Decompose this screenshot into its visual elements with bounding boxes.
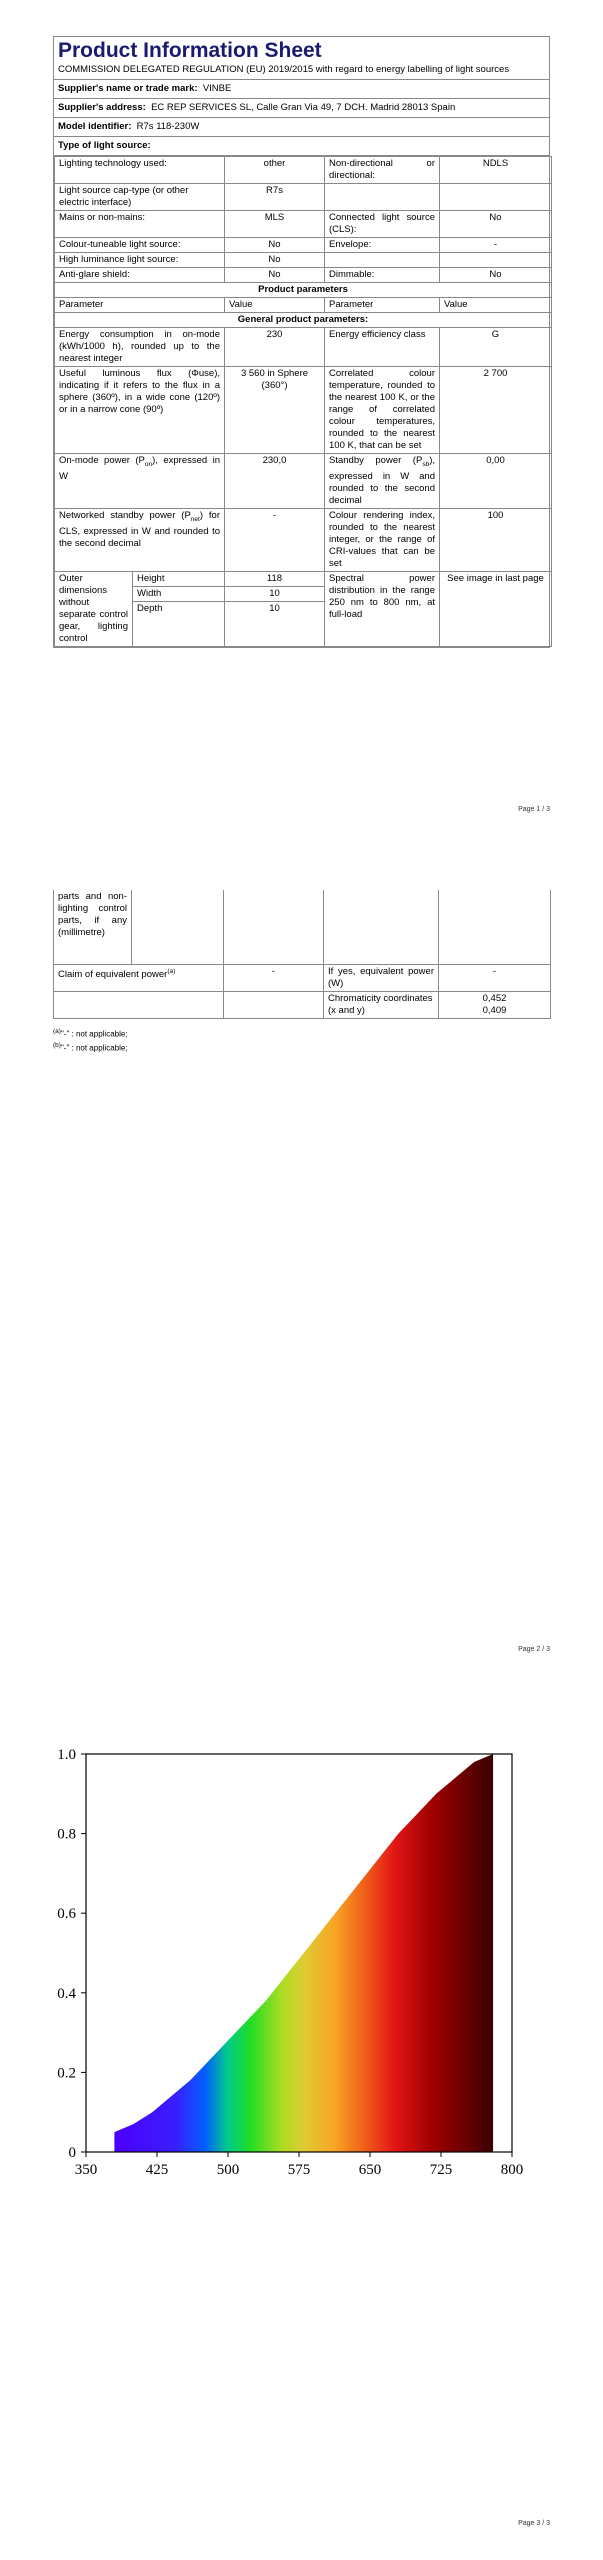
param-cell: Energy efficiency class xyxy=(325,328,440,367)
supplier-name-row xyxy=(54,80,549,99)
x-tick-label: 725 xyxy=(429,2162,453,2178)
param-cell: High luminance light source: xyxy=(55,253,225,268)
param-cell: Claim of equivalent power$^{(a)}$ xyxy=(54,965,224,992)
regulation-text: COMMISSION DELEGATED REGULATION (EU) 2019/2015 with regard to energy labelling of light sources xyxy=(54,63,549,80)
param-cell: Envelope: xyxy=(325,238,440,253)
supplier-address-label: Supplier's address: xyxy=(58,102,146,113)
page-1 xyxy=(0,0,603,820)
column-header: Parameter xyxy=(325,298,440,313)
value-cell: - xyxy=(440,238,552,253)
param-cell: Spectral power distribution in the range 250 nm to 800 nm, at full-load xyxy=(325,571,440,646)
value-cell: other xyxy=(225,157,325,184)
page-3 xyxy=(0,1720,603,2560)
value-cell xyxy=(440,184,552,211)
type-row xyxy=(54,137,549,156)
table-row xyxy=(54,890,551,965)
value-cell xyxy=(440,253,552,268)
table-row xyxy=(54,992,551,1019)
param-cell: Light source cap-type (or other electric interface) xyxy=(55,184,225,211)
supplier-name-value: VINBE xyxy=(202,83,232,94)
chromaticity-y: 0,409 xyxy=(482,1005,507,1016)
width-label: Width xyxy=(133,587,224,602)
table-row xyxy=(55,211,552,238)
x-tick-label: 800 xyxy=(500,2162,524,2178)
value-cell: 3 560 in Sphere (360°) xyxy=(225,367,325,454)
table-row xyxy=(55,238,552,253)
y-tick-label: 0.2 xyxy=(57,2065,76,2082)
height-value: 118 xyxy=(225,572,324,587)
supplier-address-row xyxy=(54,99,549,118)
param-cell: If yes, equivalent power (W) xyxy=(324,965,439,992)
param-cell: Non-directional or directional: xyxy=(325,157,440,184)
spectral-power-chart xyxy=(0,1720,603,2240)
y-tick-label: 0.8 xyxy=(57,1826,76,1843)
x-tick-label: 350 xyxy=(74,2162,98,2178)
value-cell: NDLS xyxy=(440,157,552,184)
x-tick-label: 575 xyxy=(287,2162,311,2178)
table-row xyxy=(55,454,552,509)
page-footer: Page 1 / 3 xyxy=(518,806,550,813)
param-cell: Energy consumption in on-mode (kWh/1000 h), rounded up to the nearest integer xyxy=(55,328,225,367)
value-cell: No xyxy=(225,253,325,268)
param-cell: Standby power $(P_{sb})$, expressed in W and rounded to the second decimal xyxy=(325,454,440,509)
general-parameters-heading: General product parameters: xyxy=(55,313,552,328)
param-cell: Useful luminous flux (Φuse), indicating if it refers to the flux in a sphere (360º), in a wide cone (120º) or in a narrow cone (90º) xyxy=(55,367,225,454)
page-footer: Page 3 / 3 xyxy=(518,2520,550,2527)
table-row xyxy=(55,253,552,268)
value-cell: 2 700 xyxy=(440,367,552,454)
column-header: Value xyxy=(225,298,325,313)
value-cell: - xyxy=(224,965,324,992)
value-cell: 100 xyxy=(440,508,552,571)
height-label: Height xyxy=(133,572,224,587)
table-row xyxy=(55,367,552,454)
model-value: R7s 118-230W xyxy=(136,121,200,132)
param-cell: Connected light source (CLS): xyxy=(325,211,440,238)
y-tick-label: 1.0 xyxy=(57,1747,76,1763)
param-cell: Dimmable: xyxy=(325,268,440,283)
value-cell: G xyxy=(440,328,552,367)
depth-value: 10 xyxy=(269,602,280,614)
width-value: 10 xyxy=(225,587,324,602)
table-row xyxy=(55,157,552,184)
param-cell: Chromaticity coordinates (x and y) xyxy=(324,992,439,1019)
column-header-row xyxy=(55,298,552,313)
dimensions-cell xyxy=(55,571,225,646)
page-footer: Page 2 / 3 xyxy=(518,1646,550,1653)
table-row xyxy=(55,184,552,211)
value-cell: No xyxy=(225,238,325,253)
footnote-b: $^{(b)}$"-" : not applicable; xyxy=(53,1042,128,1053)
param-cell: Anti-glare shield: xyxy=(55,268,225,283)
value-cell: - xyxy=(439,965,551,992)
value-cell: - xyxy=(225,508,325,571)
value-cell: See image in last page xyxy=(440,571,552,646)
info-sheet-box xyxy=(53,36,550,648)
param-cell: Mains or non-mains: xyxy=(55,211,225,238)
table-row xyxy=(55,571,552,646)
y-tick-label: 0 xyxy=(68,2145,76,2161)
param-cell: Colour-tuneable light source: xyxy=(55,238,225,253)
table-row xyxy=(54,965,551,992)
chromaticity-x: 0,452 xyxy=(482,993,507,1004)
dimensions-label: Outer dimensions without separate control gear, lighting control xyxy=(55,572,133,646)
table-row xyxy=(55,328,552,367)
value-cell: No xyxy=(225,268,325,283)
model-label: Model identifier: xyxy=(58,121,132,132)
value-cell: No xyxy=(440,268,552,283)
value-cell: MLS xyxy=(225,211,325,238)
column-header: Value xyxy=(440,298,552,313)
type-label: Type of light source: xyxy=(58,140,151,151)
param-cell: Networked standby power $(P_{net})$ for CLS, expressed in W and rounded to the second decimal xyxy=(55,508,225,571)
value-cell: No xyxy=(440,211,552,238)
footnote-a: $^{(a)}$"-" : not applicable; xyxy=(53,1028,128,1039)
model-row xyxy=(54,118,549,137)
product-parameters-heading: Product parameters xyxy=(55,283,552,298)
table-row xyxy=(55,508,552,571)
table-row xyxy=(55,268,552,283)
column-header: Parameter xyxy=(55,298,225,313)
x-tick-label: 500 xyxy=(216,2162,240,2178)
depth-label: Depth xyxy=(137,602,163,614)
value-cell xyxy=(439,992,551,1019)
page-title: Product Information Sheet xyxy=(58,39,322,62)
light-source-table xyxy=(54,156,552,647)
page-2 xyxy=(0,880,603,1700)
param-cell: On-mode power $(P_{on})$, expressed in W xyxy=(55,454,225,509)
y-tick-label: 0.4 xyxy=(57,1985,76,2002)
value-cell: 0,00 xyxy=(440,454,552,509)
value-cell: 230 xyxy=(225,328,325,367)
x-tick-label: 425 xyxy=(145,2162,169,2178)
spectrum-area xyxy=(114,1754,493,2152)
param-cell: Lighting technology used: xyxy=(55,157,225,184)
param-cell: Colour rendering index, rounded to the nearest integer, or the range of CRI-values that can be set xyxy=(325,508,440,571)
supplier-address-value: EC REP SERVICES SL, Calle Gran Via 49, 7 DCH. Madrid 28013 Spain xyxy=(151,102,456,113)
dimensions-label-continued: parts and non-lighting control parts, if any (millimetre) xyxy=(54,890,132,964)
param-cell xyxy=(325,184,440,211)
y-tick-label: 0.6 xyxy=(57,1906,76,1923)
param-cell xyxy=(325,253,440,268)
supplier-name-label: Supplier's name or trade mark: xyxy=(58,83,198,94)
x-tick-label: 650 xyxy=(358,2162,382,2178)
value-cell: 230,0 xyxy=(225,454,325,509)
value-cell: R7s xyxy=(225,184,325,211)
param-cell: Correlated colour temperature, rounded to the nearest 100 K, or the range of correlated colour temperatures, rounded to the nearest 100 K, that can be set xyxy=(325,367,440,454)
dimensions-values xyxy=(225,571,325,646)
dimensions-continued-cell xyxy=(54,890,224,965)
continued-table xyxy=(53,890,551,1019)
